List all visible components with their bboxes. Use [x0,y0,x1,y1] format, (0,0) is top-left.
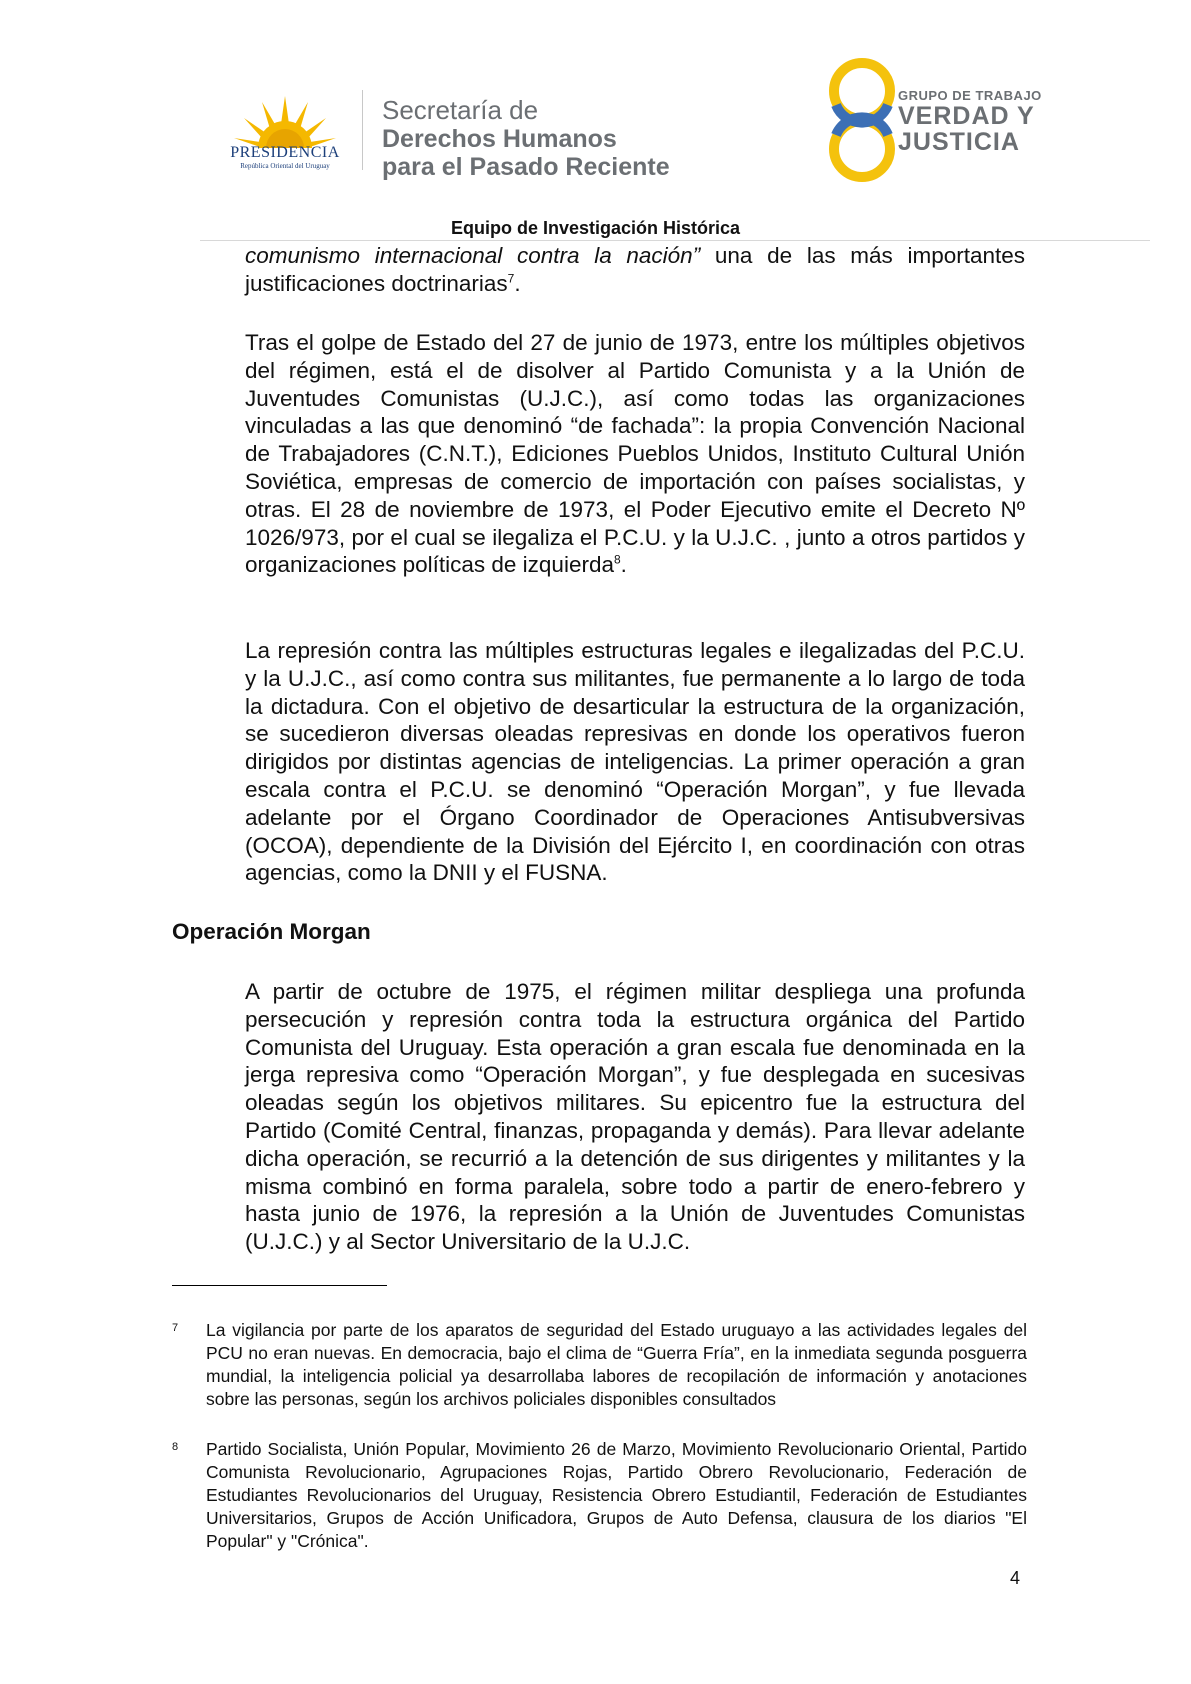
footnote-number: 8 [172,1441,179,1453]
header-divider [200,240,1150,241]
presidencia-sublabel: República Oriental del Uruguay [240,162,330,170]
footnote-divider [172,1285,387,1286]
footnote-8 [172,1438,1027,1553]
secretaria-title [382,95,712,181]
header-subtitle: Equipo de Investigación Histórica [450,218,741,238]
vj-line-1: GRUPO DE TRABAJO [898,88,1042,103]
paragraph-1-italic: comunismo internacional contra la nación” [245,243,701,268]
footnote-text: La vigilancia por parte de los aparatos de seguridad del Estado uruguayo a las actividades legales del PCU no eran nuevas. En democracia, bajo el clima de “Guerra Fría”, en la inmediata segunda posguerra mundial, la inteligencia policial ya desarrollaba labores de recopilación de información y anotaciones sobre las personas, según los archivos policiales disponibles consultados [206,1320,1027,1409]
footnote-ref-7[interactable]: 7 [507,271,515,286]
secretaria-line-3: para el Pasado Reciente [382,153,670,181]
secretaria-line-2: Derechos Humanos [382,125,617,153]
footnote-7 [172,1319,1027,1411]
paragraph-2 [245,329,1025,579]
footnote-text: Partido Socialista, Unión Popular, Movimiento 26 de Marzo, Movimiento Revolucionario Oriental, Partido Comunista Revolucionario, Agrupaciones Rojas, Partido Obrero Revolucionario, Federación de Estudiantes Revolucionarios del Uruguay, Resistencia Obrero Estudiantil, Federación de Estudiantes Universitarios, Grupos de Acción Unificadora, Grupos de Auto Defensa, clausura de los diarios "El Popular" y "Crónica". [206,1439,1027,1551]
logo-divider [362,90,363,170]
vj-line-2: VERDAD Y [898,102,1035,130]
paragraph-2-end: . [620,552,627,578]
paragraph-3: La represión contra las múltiples estructuras legales e ilegalizadas del P.C.U. y la U.J.C., así como contra sus militantes, fue permanente a lo largo de toda la dictadura. Con el objetivo de desarticular la estructura de la organización, se sucedieron diversas oleadas represivas en donde los operativos fueron dirigidos por distintas agencias de inteligencias. La primer operación a gran escala contra el P.C.U. se denominó “Operación Morgan”, y fue llevada adelante por el Órgano Coordinador de Operaciones Antisubversivas (OCOA), dependiente de la División del Ejército I, en coordinación con otras agencias, como la DNII y el FUSNA. [245,638,1025,886]
footnote-number: 7 [172,1322,179,1334]
presidencia-label: PRESIDENCIA [230,144,340,161]
vj-line-3: JUSTICIA [898,128,1020,156]
presidencia-logo [210,88,360,178]
paragraph-1-end: . [514,270,521,296]
rings-icon [822,55,902,185]
page-number: 4 [1010,1568,1021,1588]
paragraph-1-text: una de las más importantes justificaciones doctrinarias [245,243,1026,296]
paragraph-2-text: Tras el golpe de Estado del 27 de junio de 1973, entre los múltiples objetivos del régimen, está el de disolver al Partido Comunista y a la Unión de Juventudes Comunistas (U.J.C.), así como todas las organizaciones vinculadas a las que denominó “de fachada”: la propia Convención Nacional de Trabajadores (C.N.T.), Ediciones Pueblos Unidos, Instituto Cultural Unión Soviética, empresas de comercio de importación con países socialistas, y otras. El 28 de noviembre de 1973, el Poder Ejecutivo emite el Decreto Nº 1026/973, por el cual se ilegaliza el P.C.U. y la U.J.C. , junto a otros partidos y organizaciones políticas de izquierda [245,330,1025,578]
secretaria-line-1: Secretaría de [382,95,539,125]
section-heading: Operación Morgan [172,919,371,944]
verdad-justicia-text [898,88,1118,155]
footnote-ref-8[interactable]: 8 [613,552,621,567]
paragraph-4: A partir de octubre de 1975, el régimen militar despliega una profunda persecución y represión contra toda la estructura orgánica del Partido Comunista del Uruguay. Esta operación a gran escala fue denominada en la jerga represiva como “Operación Morgan”, y fue desplegada en sucesivas oleadas según los objetivos militares. Su epicentro fue la estructura del Partido (Comité Central, finanzas, propaganda y demás). Para llevar adelante dicha operación, se recurrió a la detención de sus dirigentes y militantes y la misma combinó en forma paralela, sobre todo a partir de enero-febrero y hasta junio de 1976, la represión a la Unión de Juventudes Comunistas (U.J.C.) y al Sector Universitario de la U.J.C. [245,979,1025,1255]
verdad-justicia-logo [822,55,902,185]
paragraph-1 [245,242,1025,298]
